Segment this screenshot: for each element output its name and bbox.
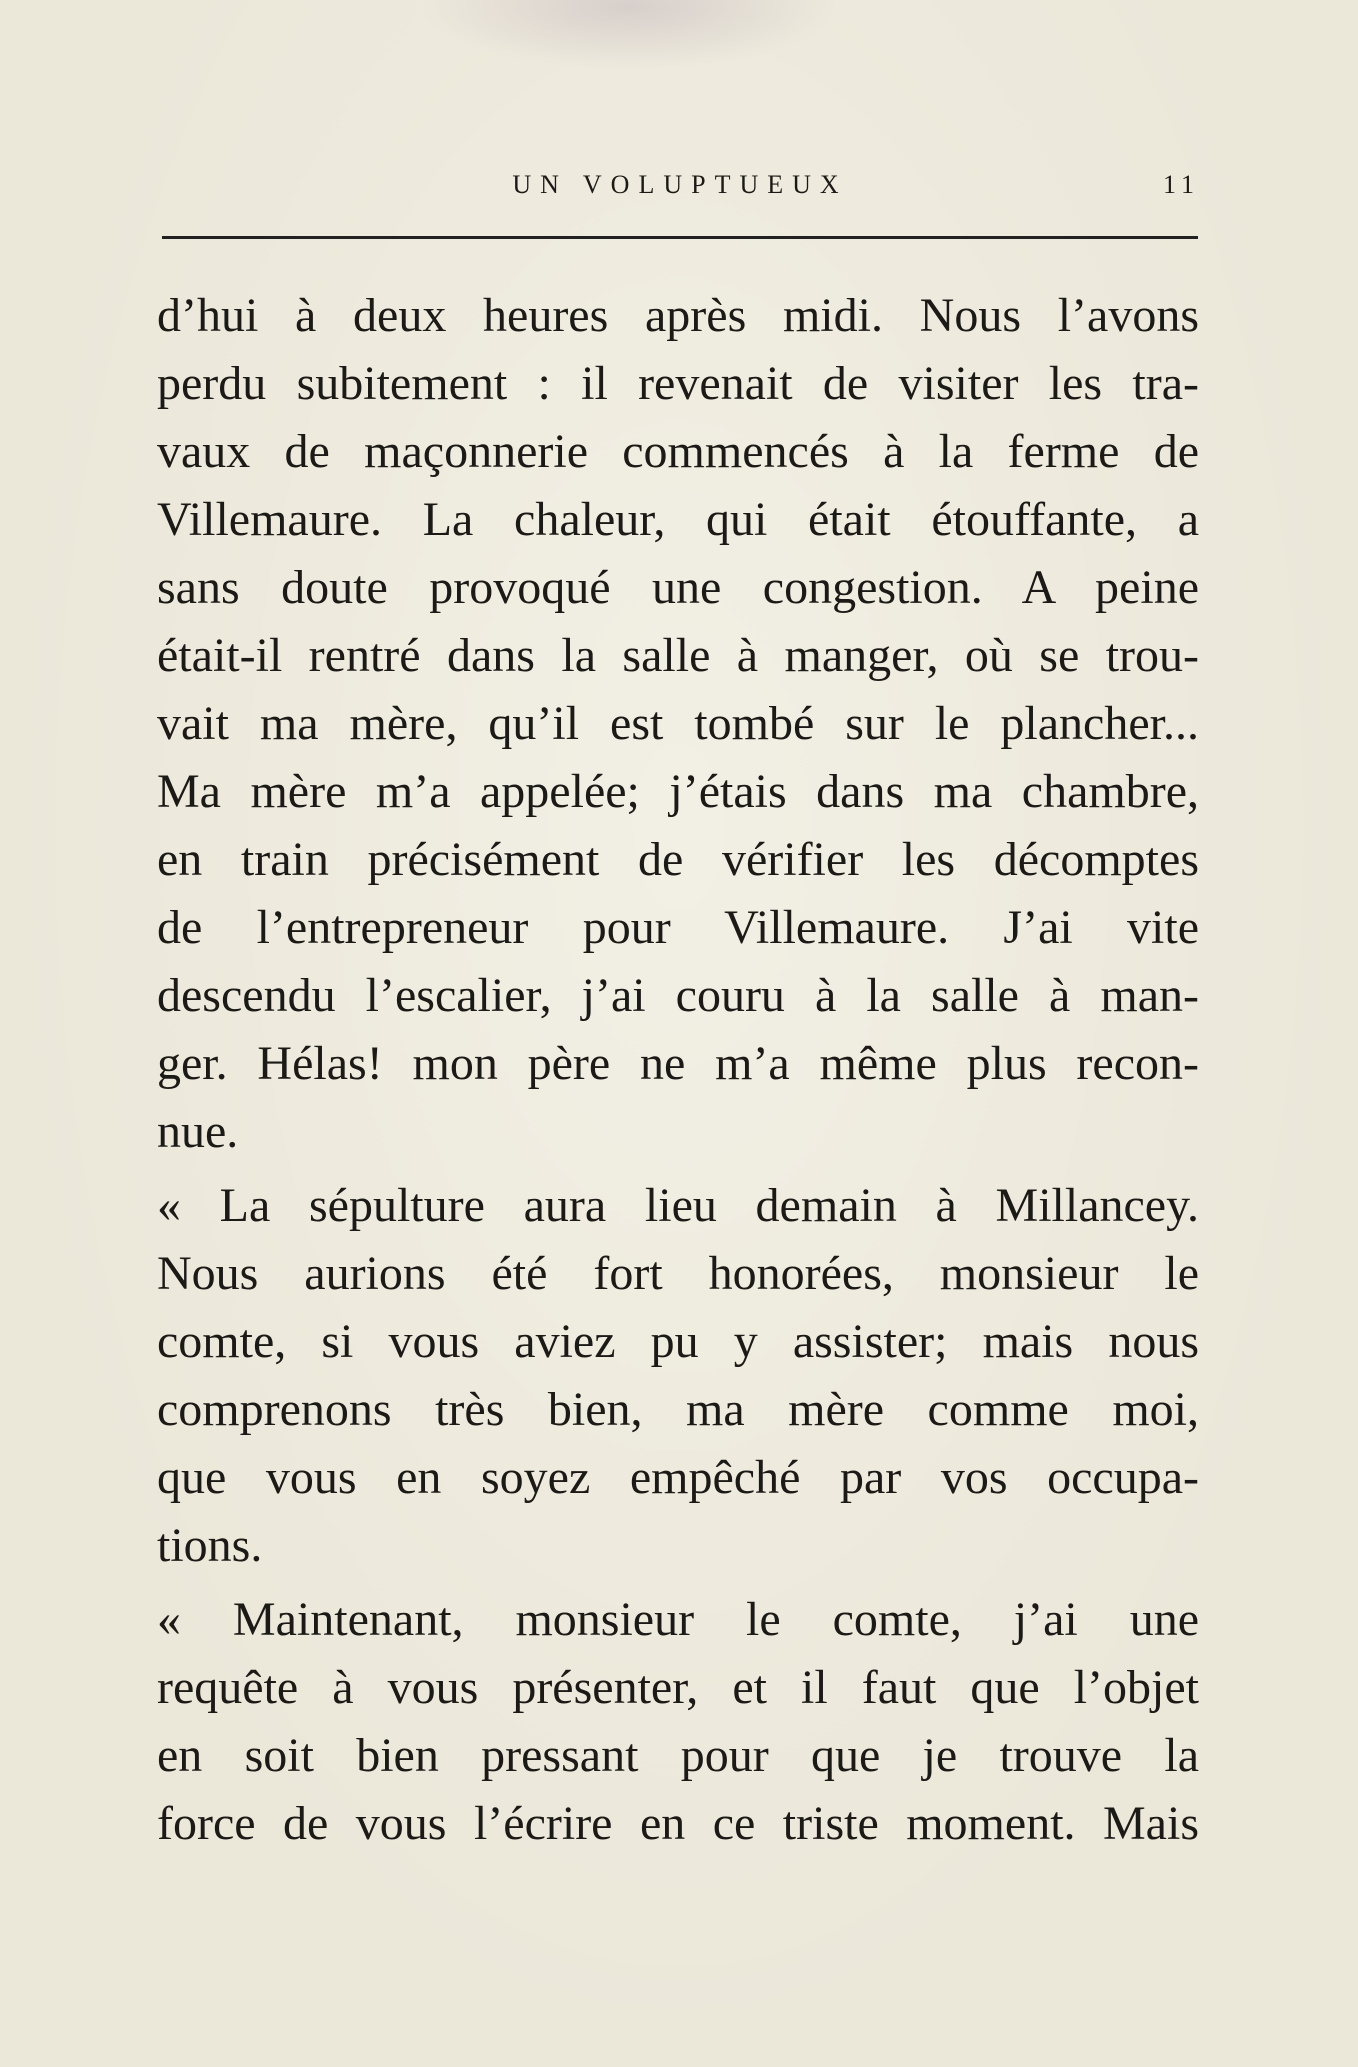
text-line: « Maintenant, monsieur le comte, j’ai une xyxy=(157,1593,1199,1646)
text-line: nue. xyxy=(157,1105,239,1158)
text-line: comprenons très bien, ma mère comme moi, xyxy=(157,1383,1199,1436)
text-line: vait ma mère, qu’il est tombé sur le plancher... xyxy=(157,697,1199,750)
text-line: force de vous l’écrire en ce triste moment. Mais xyxy=(157,1797,1199,1850)
text-line: était-il rentré dans la salle à manger, où se trou- xyxy=(157,629,1199,682)
text-line: tions. xyxy=(157,1519,263,1572)
text-line: descendu l’escalier, j’ai couru à la salle à man- xyxy=(157,969,1199,1022)
running-title: UN VOLUPTUEUX xyxy=(512,170,848,199)
page-stain xyxy=(420,0,840,70)
text-line: que vous en soyez empêché par vos occupa- xyxy=(157,1451,1199,1504)
text-line: en soit bien pressant pour que je trouve la xyxy=(157,1729,1199,1782)
text-line: ger. Hélas! mon père ne m’a même plus recon- xyxy=(157,1037,1199,1090)
text-line: « La sépulture aura lieu demain à Millancey. xyxy=(157,1179,1199,1232)
text-line: Villemaure. La chaleur, qui était étouffante, a xyxy=(157,493,1199,546)
body-text xyxy=(157,282,1199,1858)
header-rule xyxy=(162,236,1198,239)
text-line: sans doute provoqué une congestion. A peine xyxy=(157,561,1199,614)
text-line: d’hui à deux heures après midi. Nous l’avons xyxy=(157,289,1199,342)
text-line: Nous aurions été fort honorées, monsieur le xyxy=(157,1247,1199,1300)
text-line: perdu subitement : il revenait de visiter les tra- xyxy=(157,357,1199,410)
text-line: requête à vous présenter, et il faut que l’objet xyxy=(157,1661,1199,1714)
text-line: comte, si vous aviez pu y assister; mais nous xyxy=(157,1315,1199,1368)
text-line: vaux de maçonnerie commencés à la ferme de xyxy=(157,425,1199,478)
page-number: 11 xyxy=(1162,170,1200,199)
page-header xyxy=(160,170,1200,210)
text-line: Ma mère m’a appelée; j’étais dans ma chambre, xyxy=(157,765,1199,818)
text-line: de l’entrepreneur pour Villemaure. J’ai vite xyxy=(157,901,1199,954)
text-line: en train précisément de vérifier les décomptes xyxy=(157,833,1199,886)
